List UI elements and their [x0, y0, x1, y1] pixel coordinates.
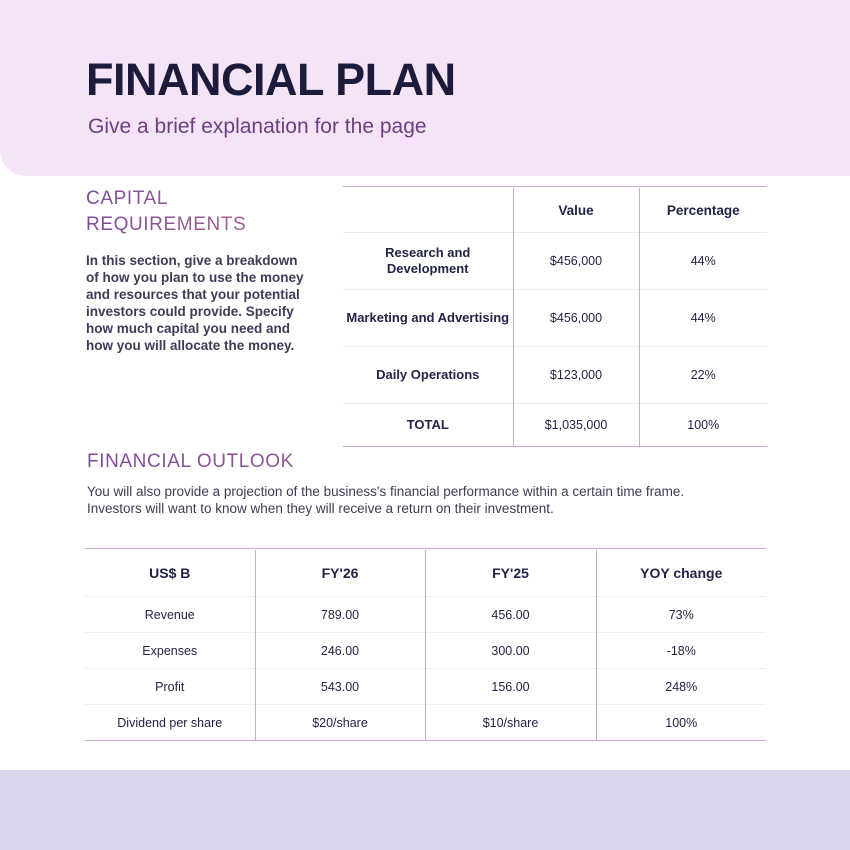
- column-header-value: Value: [513, 188, 639, 233]
- capital-requirements-table: [343, 186, 767, 448]
- table-header-row: [85, 550, 766, 597]
- row-value-total: $1,035,000: [513, 404, 639, 447]
- table-row: [343, 290, 767, 347]
- row-label-total: TOTAL: [343, 404, 513, 447]
- row-fy26-expenses: 246.00: [255, 633, 425, 669]
- page-subtitle: Give a brief explanation for the page: [88, 115, 427, 138]
- table-row: [343, 347, 767, 404]
- table-row: [85, 705, 766, 741]
- row-label-revenue: Revenue: [85, 597, 255, 633]
- row-yoy-profit: 248%: [596, 669, 766, 705]
- table-row: [343, 233, 767, 290]
- row-fy25-profit: 156.00: [425, 669, 596, 705]
- row-label-expenses: Expenses: [85, 633, 255, 669]
- row-fy25-expenses: 300.00: [425, 633, 596, 669]
- row-value-daily-operations: $123,000: [513, 347, 639, 404]
- row-fy26-profit: 543.00: [255, 669, 425, 705]
- financial-outlook-table: [85, 548, 766, 742]
- row-percentage-daily-operations: 22%: [639, 347, 767, 404]
- row-label-profit: Profit: [85, 669, 255, 705]
- capital-requirements-heading: [86, 186, 314, 238]
- row-yoy-dividend-per-share: 100%: [596, 705, 766, 741]
- table-header-row: [343, 188, 767, 233]
- table-bottom-rule: [85, 741, 766, 743]
- row-label-dividend-per-share: Dividend per share: [85, 705, 255, 741]
- row-fy26-revenue: 789.00: [255, 597, 425, 633]
- capital-requirements-section: [86, 186, 314, 354]
- row-label-research-and-development: Research and Development: [343, 233, 513, 290]
- table-row: [85, 633, 766, 669]
- financial-outlook-section: [87, 450, 687, 517]
- row-percentage-marketing-and-advertising: 44%: [639, 290, 767, 347]
- row-value-marketing-and-advertising: $456,000: [513, 290, 639, 347]
- column-header-unit: US$ B: [149, 565, 191, 581]
- page-title: FINANCIAL PLAN: [86, 54, 456, 105]
- capital-requirements-body: In this section, give a breakdown of how you plan to use the money and resources that your potential investors could provide. Specify how much capital you need and how you will allocate the money.: [86, 253, 304, 353]
- table-bottom-rule: [343, 447, 767, 449]
- table-row-total: [343, 404, 767, 447]
- table-row: [85, 669, 766, 705]
- row-label-daily-operations: Daily Operations: [343, 347, 513, 404]
- capital-heading-line-2: REQUIREMENTS: [86, 214, 247, 235]
- column-header-yoy-change: YOY change: [596, 550, 766, 597]
- column-header-percentage: Percentage: [639, 188, 767, 233]
- column-header-fy26: FY'26: [255, 550, 425, 597]
- column-header-blank: [343, 188, 513, 233]
- row-label-marketing-and-advertising: Marketing and Advertising: [343, 290, 513, 347]
- row-percentage-research-and-development: 44%: [639, 233, 767, 290]
- financial-outlook-heading: FINANCIAL OUTLOOK: [87, 450, 687, 474]
- row-yoy-revenue: 73%: [596, 597, 766, 633]
- row-percentage-total: 100%: [639, 404, 767, 447]
- table-row: [85, 597, 766, 633]
- row-fy25-dividend-per-share: $10/share: [425, 705, 596, 741]
- column-header-fy25: FY'25: [425, 550, 596, 597]
- header-banner: [0, 0, 850, 176]
- row-fy26-dividend-per-share: $20/share: [255, 705, 425, 741]
- capital-heading-line-1: CAPITAL: [86, 188, 168, 209]
- row-fy25-revenue: 456.00: [425, 597, 596, 633]
- financial-outlook-body: You will also provide a projection of the business's financial performance within a certain time frame. Investors will want to know when they will receive a return on their investment.: [87, 484, 685, 516]
- footer-banner: [0, 770, 850, 850]
- row-yoy-expenses: -18%: [596, 633, 766, 669]
- row-value-research-and-development: $456,000: [513, 233, 639, 290]
